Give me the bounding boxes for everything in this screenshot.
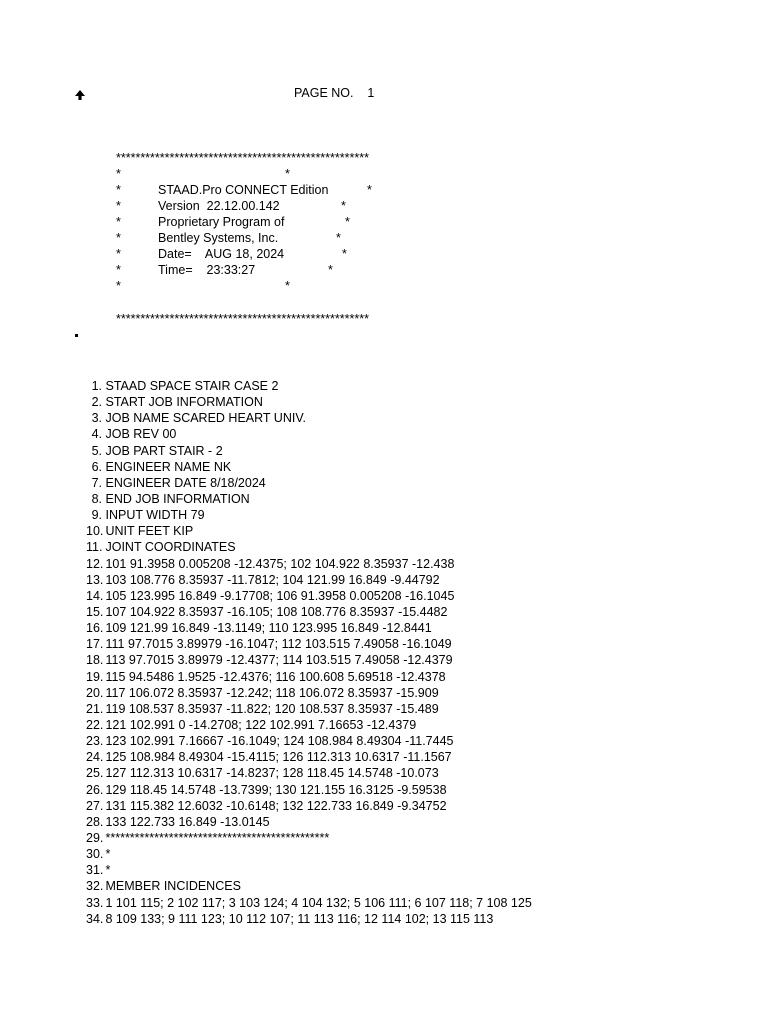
line-number: 18.: [86, 653, 104, 668]
listing-line: [86, 652, 532, 668]
line-number: 13.: [86, 572, 104, 587]
line-text: 119 108.537 8.35937 -11.822; 120 108.537 8.35937 -15.489: [105, 701, 439, 716]
line-number: 15.: [86, 604, 104, 619]
line-number: 4.: [91, 427, 102, 442]
line-number: 19.: [86, 669, 104, 684]
banner-star: *: [116, 247, 121, 261]
line-text: 107 104.922 8.35937 -16.105; 108 108.776 8.35937 -15.4482: [105, 604, 448, 619]
line-text: 111 97.7015 3.89979 -16.1047; 112 103.515 7.49058 -16.1049: [105, 637, 452, 652]
listing-line: [86, 507, 532, 523]
line-text: *: [105, 863, 111, 878]
banner-star: *: [367, 183, 372, 197]
banner-border-bottom: ****************************************************: [116, 312, 369, 326]
listing-line: [86, 426, 532, 442]
line-text: STAAD SPACE STAIR CASE 2: [105, 379, 279, 393]
listing-line: [86, 523, 532, 539]
line-text: JOB REV 00: [105, 427, 177, 442]
listing-line: [86, 459, 532, 475]
banner-time: Time= 23:33:27: [158, 263, 256, 277]
line-number: 25.: [86, 766, 104, 781]
listing-line: [86, 539, 532, 555]
listing-line: [86, 620, 532, 636]
line-text: 105 123.995 16.849 -9.17708; 106 91.3958 0.005208 -16.1045: [105, 588, 455, 603]
banner-star: *: [285, 279, 290, 293]
listing-line: [86, 572, 532, 588]
listing-line: [86, 846, 532, 862]
line-text: 123 102.991 7.16667 -16.1049; 124 108.984 8.49304 -11.7445: [105, 734, 454, 749]
banner-star: *: [342, 247, 347, 261]
listing-line: [86, 717, 532, 733]
input-listing: [86, 378, 532, 927]
line-number: 9.: [91, 508, 102, 523]
line-text: 8 109 133; 9 111 123; 10 112 107; 11 113 116; 12 114 102; 13 115 113: [105, 911, 494, 926]
line-number: 14.: [86, 588, 104, 603]
line-text: ENGINEER NAME NK: [105, 459, 232, 474]
listing-line: [86, 782, 532, 798]
program-banner: [116, 150, 496, 330]
banner-program-name: STAAD.Pro CONNECT Edition: [158, 183, 329, 197]
line-number: 22.: [86, 717, 104, 732]
line-text: **********************************************: [105, 830, 330, 845]
line-text: JOINT COORDINATES: [105, 540, 236, 555]
line-number: 21.: [86, 701, 104, 716]
line-text: *: [105, 847, 111, 862]
banner-star: *: [116, 199, 121, 213]
listing-line: [86, 830, 532, 846]
line-text: 129 118.45 14.5748 -13.7399; 130 121.155 16.3125 -9.59538: [105, 782, 447, 797]
listing-line: [86, 733, 532, 749]
line-text: 101 91.3958 0.005208 -12.4375; 102 104.922 8.35937 -12.438: [105, 556, 455, 571]
listing-line: [86, 378, 532, 394]
listing-line: [86, 798, 532, 814]
line-text: START JOB INFORMATION: [105, 395, 263, 410]
line-text: 133 122.733 16.849 -13.0145: [105, 814, 270, 829]
banner-star: *: [116, 279, 121, 293]
line-text: 113 97.7015 3.89979 -12.4377; 114 103.515 7.49058 -12.4379: [105, 653, 453, 668]
banner-star: *: [345, 215, 350, 229]
listing-line: [86, 669, 532, 685]
listing-line: [86, 588, 532, 604]
listing-line: [86, 911, 532, 927]
line-number: 26.: [86, 782, 104, 797]
listing-line: [86, 636, 532, 652]
line-number: 28.: [86, 814, 104, 829]
listing-line: [86, 410, 532, 426]
line-number: 11.: [86, 540, 103, 555]
line-number: 2.: [91, 395, 102, 410]
line-number: 16.: [86, 621, 104, 636]
line-number: 30.: [86, 847, 104, 862]
listing-line: [86, 604, 532, 620]
banner-company: Bentley Systems, Inc.: [158, 231, 279, 245]
listing-line: [86, 749, 532, 765]
line-number: 1.: [91, 379, 102, 393]
line-number: 23.: [86, 734, 104, 749]
line-number: 29.: [86, 830, 104, 845]
line-number: 10.: [86, 524, 104, 539]
listing-line: [86, 765, 532, 781]
up-arrow-icon: [74, 89, 86, 101]
banner-proprietary: Proprietary Program of: [158, 215, 285, 229]
line-text: 1 101 115; 2 102 117; 3 103 124; 4 104 132; 5 106 111; 6 107 118; 7 108 125: [105, 895, 532, 910]
line-text: UNIT FEET KIP: [105, 524, 194, 539]
page-label: PAGE NO.: [294, 86, 354, 100]
line-number: 6.: [91, 459, 102, 474]
listing-line: [86, 814, 532, 830]
line-number: 12.: [86, 556, 104, 571]
line-number: 24.: [86, 750, 104, 765]
banner-star: *: [116, 215, 121, 229]
line-text: 109 121.99 16.849 -13.1149; 110 123.995 16.849 -12.8441: [105, 621, 432, 636]
line-number: 8.: [91, 491, 102, 506]
listing-line: [86, 701, 532, 717]
banner-star: *: [116, 183, 121, 197]
banner-star: *: [116, 263, 121, 277]
listing-line: [86, 862, 532, 878]
line-text: 117 106.072 8.35937 -12.242; 118 106.072 8.35937 -15.909: [105, 685, 439, 700]
line-text: END JOB INFORMATION: [105, 491, 250, 506]
banner-star: *: [285, 167, 290, 181]
line-text: JOB PART STAIR - 2: [105, 443, 223, 458]
banner-star: *: [336, 231, 341, 245]
page-header: [294, 86, 374, 100]
line-number: 27.: [86, 798, 104, 813]
line-text: MEMBER INCIDENCES: [105, 879, 241, 894]
banner-star: *: [116, 231, 121, 245]
line-number: 20.: [86, 685, 104, 700]
banner-date: Date= AUG 18, 2024: [158, 247, 285, 261]
banner-star: *: [328, 263, 333, 277]
listing-line: [86, 475, 532, 491]
listing-line: [86, 685, 532, 701]
line-number: 33.: [86, 895, 104, 910]
line-number: 17.: [86, 637, 104, 652]
bullet-dot: [75, 334, 78, 337]
line-number: 5.: [91, 443, 102, 458]
line-number: 31.: [86, 863, 104, 878]
banner-border-top: ****************************************************: [116, 151, 369, 165]
line-text: ENGINEER DATE 8/18/2024: [105, 475, 266, 490]
line-number: 34.: [86, 911, 104, 926]
line-number: 32.: [86, 879, 104, 894]
line-text: 115 94.5486 1.9525 -12.4376; 116 100.608 5.69518 -12.4378: [105, 669, 446, 684]
banner-star: *: [116, 167, 121, 181]
line-text: INPUT WIDTH 79: [105, 508, 205, 523]
listing-line: [86, 491, 532, 507]
listing-line: [86, 394, 532, 410]
listing-line: [86, 878, 532, 894]
line-number: 7.: [91, 475, 102, 490]
line-text: 103 108.776 8.35937 -11.7812; 104 121.99 16.849 -9.44792: [105, 572, 440, 587]
listing-line: [86, 443, 532, 459]
line-text: 131 115.382 12.6032 -10.6148; 132 122.733 16.849 -9.34752: [105, 798, 447, 813]
line-number: 3.: [91, 411, 102, 426]
page-number: 1: [367, 86, 375, 100]
line-text: JOB NAME SCARED HEART UNIV.: [105, 411, 306, 426]
line-text: 125 108.984 8.49304 -15.4115; 126 112.313 10.6317 -11.1567: [105, 750, 452, 765]
line-text: 127 112.313 10.6317 -14.8237; 128 118.45 14.5748 -10.073: [105, 766, 439, 781]
listing-line: [86, 895, 532, 911]
line-text: 121 102.991 0 -14.2708; 122 102.991 7.16653 -12.4379: [105, 717, 417, 732]
listing-line: [86, 556, 532, 572]
banner-version: Version 22.12.00.142: [158, 199, 280, 213]
banner-star: *: [341, 199, 346, 213]
